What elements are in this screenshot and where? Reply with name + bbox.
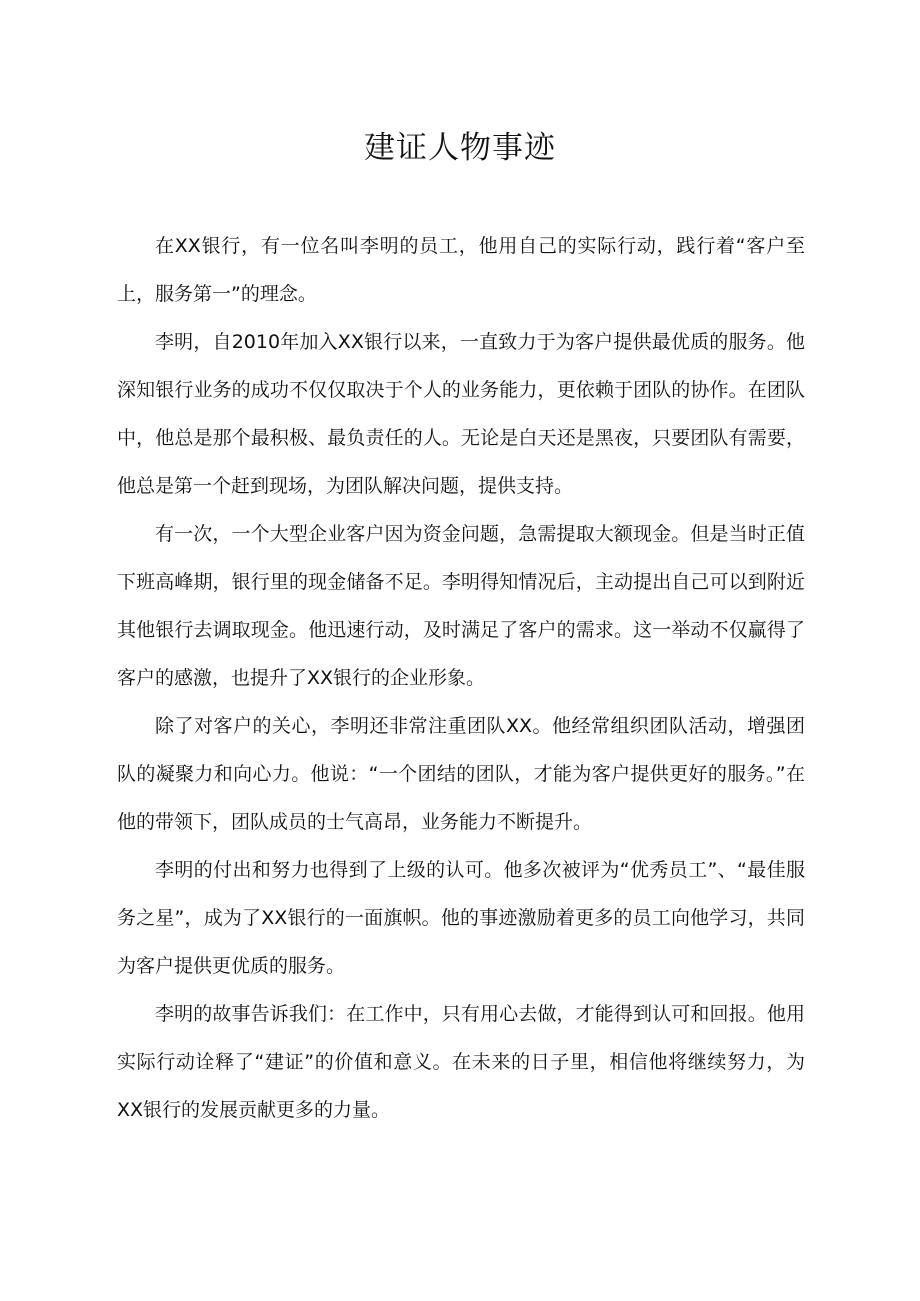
paragraph-5: 李明的付出和努力也得到了上级的认可。他多次被评为“优秀员工”、“最佳服务之星”，成为了XX银行的一面旗帜。他的事迹激励着更多的员工向他学习，共同为客户提供更优质的服务。 (117, 859, 805, 977)
page-title: 建证人物事迹 (364, 130, 556, 166)
paragraph-4: 除了对客户的关心，李明还非常注重团队XX。他经常组织团队活动，增强团队的凝聚力和向心力。他说：“一个团结的团队，才能为客户提供更好的服务。”在他的带领下，团队成员的士气高昂，业务能力不断提升。 (117, 715, 805, 833)
paragraph-3: 有一次，一个大型企业客户因为资金问题，急需提取大额现金。但是当时正值下班高峰期，银行里的现金储备不足。李明得知情况后，主动提出自己可以到附近其他银行去调取现金。他迅速行动，及时满足了客户的需求。这一举动不仅赢得了客户的感激，也提升了XX银行的企业形象。 (117, 523, 805, 689)
paragraph-2: 李明，自2010年加入XX银行以来，一直致力于为客户提供最优质的服务。他深知银行业务的成功不仅仅取决于个人的业务能力，更依赖于团队的协作。在团队中，他总是那个最积极、最负责任的人。无论是白天还是黑夜，只要团队有需要，他总是第一个赶到现场，为团队解决问题，提供支持。 (117, 331, 805, 497)
paragraph-1: 在XX银行，有一位名叫李明的员工，他用自己的实际行动，践行着“客户至上，服务第一”的理念。 (117, 235, 805, 305)
paragraph-6: 李明的故事告诉我们：在工作中，只有用心去做，才能得到认可和回报。他用实际行动诠释了“建证”的价值和意义。在未来的日子里，相信他将继续努力，为XX银行的发展贡献更多的力量。 (117, 1003, 805, 1121)
document-body (117, 222, 805, 1134)
